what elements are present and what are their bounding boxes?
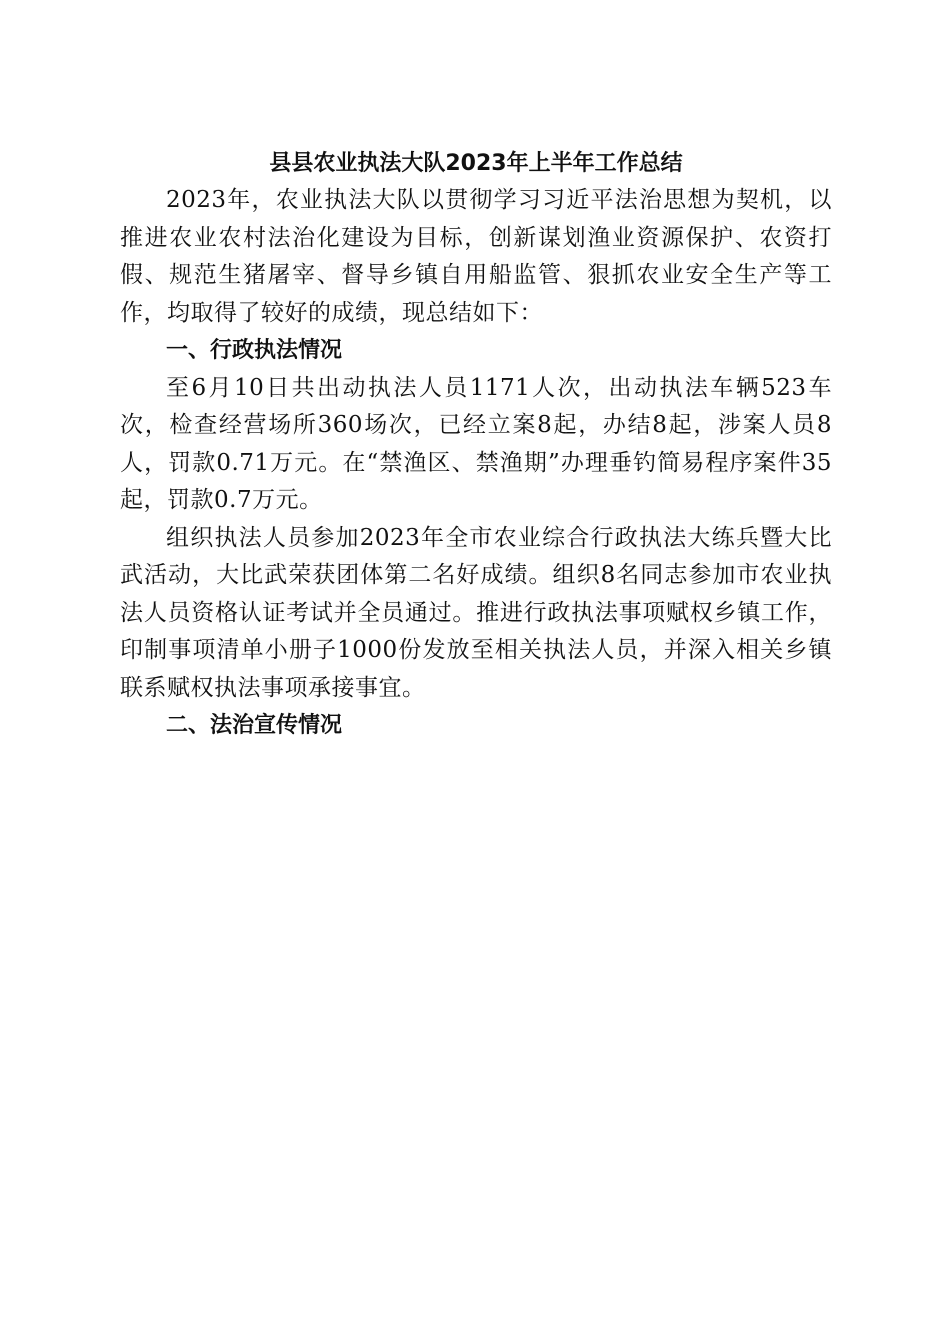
section-1-paragraph-2: 组织执法人员参加2023年全市农业综合行政执法大练兵暨大比武活动，大比武荣获团体第二名好成绩。组织8名同志参加市农业执法人员资格认证考试并全员通过。推进行政执法事项赋权乡镇工作，印制事项清单小册子1000份发放至相关执法人员，并深入相关乡镇联系赋权执法事项承接事宜。 xyxy=(120,524,832,701)
section-1-paragraph-1: 至6月10日共出动执法人员1171人次，出动执法车辆523车次，检查经营场所360场次，已经立案8起，办结8起，涉案人员8人，罚款0.71万元。在“禁渔区、禁渔期”办理垂钓简易程序案件35起，罚款0.7万元。 xyxy=(120,374,832,513)
document-body xyxy=(120,146,832,745)
section-heading-legal-publicity: 二、法治宣传情况 xyxy=(166,713,343,738)
section-heading-administrative-enforcement: 一、行政执法情况 xyxy=(166,338,343,363)
intro-paragraph: 2023年，农业执法大队以贯彻学习习近平法治思想为契机，以推进农业农村法治化建设为目标，创新谋划渔业资源保护、农资打假、规范生猪屠宰、督导乡镇自用船监管、狠抓农业安全生产等工作，均取得了较好的成绩，现总结如下： xyxy=(120,187,832,326)
document-title: 县县农业执法大队2023年上半年工作总结 xyxy=(269,151,683,176)
